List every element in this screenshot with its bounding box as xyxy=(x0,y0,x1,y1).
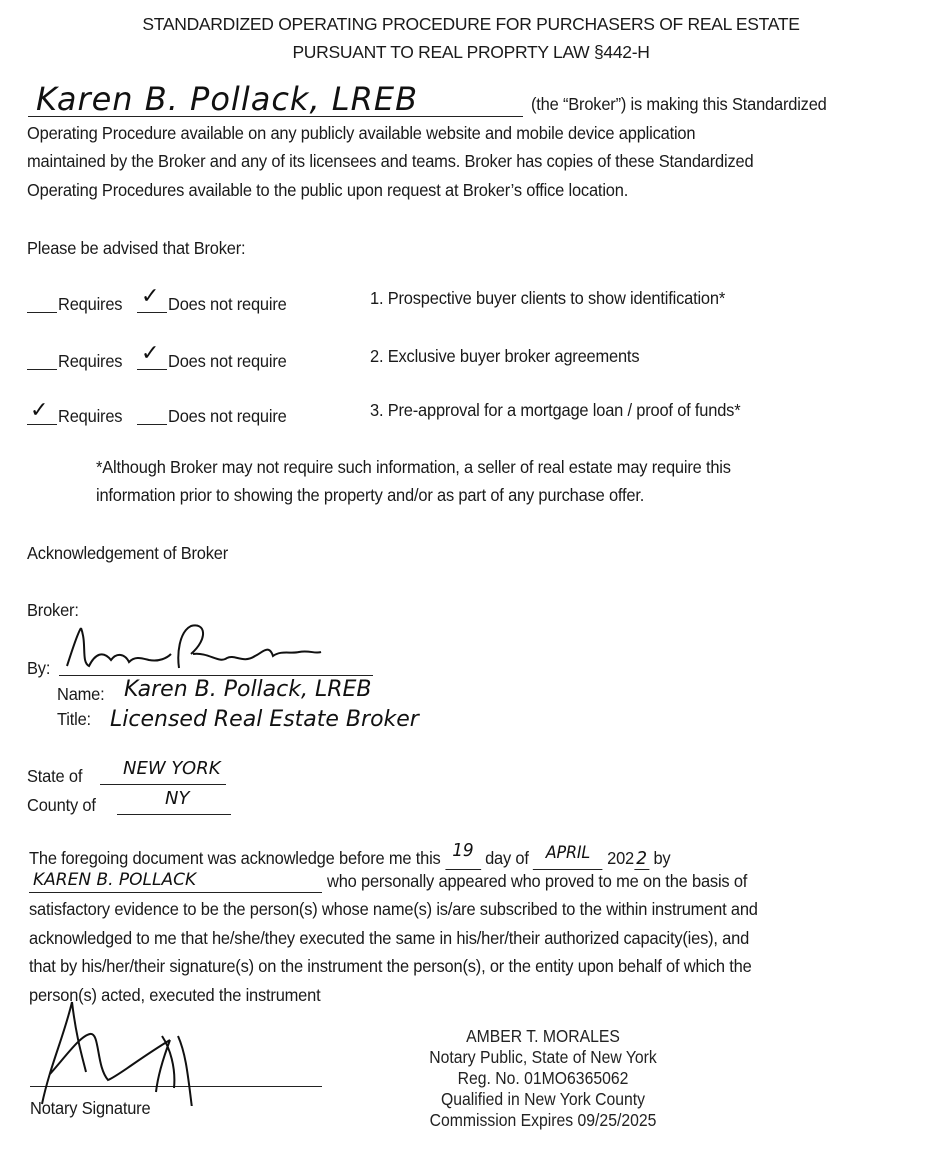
does-not-require-check-icon: ✓ xyxy=(141,284,160,309)
requirement-item: 1. Prospective buyer clients to show identification* xyxy=(370,288,726,308)
does-not-require-label: Does not require xyxy=(168,294,287,314)
requires-blank[interactable] xyxy=(27,369,57,370)
stamp-county: Qualified in New York County xyxy=(441,1089,645,1109)
stamp-expiration: Commission Expires 09/25/2025 xyxy=(429,1110,657,1130)
day-value-handwritten: 19 xyxy=(452,840,474,861)
title-value-handwritten: Licensed Real Estate Broker xyxy=(110,707,419,732)
notary-text-a: The foregoing document was acknowledge before me this xyxy=(29,848,441,868)
notary-text-line-5: that by his/her/their signature(s) on the instrument the person(s), or the entity upon behalf of which the xyxy=(29,956,752,976)
notary-stamp xyxy=(393,1026,693,1131)
notary-text-b: day of xyxy=(485,848,529,868)
requirement-row xyxy=(27,341,907,375)
requires-label: Requires xyxy=(58,406,123,426)
broker-signature-icon xyxy=(59,624,373,672)
intro-line-2: Operating Procedure available on any publicly available website and mobile device application xyxy=(27,123,696,143)
requires-check-icon: ✓ xyxy=(30,398,49,423)
notary-text-line-2: who personally appeared who proved to me on the basis of xyxy=(327,871,748,891)
does-not-require-blank[interactable] xyxy=(137,312,167,313)
notary-text-line-3: satisfactory evidence to be the person(s) whose name(s) is/are subscribed to the within instrument and xyxy=(29,899,758,919)
name-label: Name: xyxy=(57,684,105,704)
does-not-require-check-icon: ✓ xyxy=(141,341,160,366)
requirement-item: 2. Exclusive buyer broker agreements xyxy=(370,346,640,366)
intro-line-4: Operating Procedures available to the public upon request at Broker’s office location. xyxy=(27,180,629,200)
stamp-reg-number: Reg. No. 01MO6365062 xyxy=(457,1068,629,1088)
footnote-line-2: information prior to showing the property and/or as part of any purchase offer. xyxy=(96,485,645,505)
title-label: Title: xyxy=(57,709,91,729)
requires-label: Requires xyxy=(58,351,123,371)
name-value-handwritten: Karen B. Pollack, LREB xyxy=(124,677,372,702)
stamp-name: AMBER T. MORALES xyxy=(466,1026,620,1046)
broker-name-handwritten: Karen B. Pollack, LREB xyxy=(36,80,419,118)
month-field[interactable] xyxy=(533,843,603,870)
advised-label: Please be advised that Broker: xyxy=(27,238,246,258)
requirement-row xyxy=(27,284,907,318)
state-label: State of xyxy=(27,766,83,786)
footnote-line-1: *Although Broker may not require such information, a seller of real estate may require this xyxy=(96,457,731,477)
notary-text-c: by xyxy=(653,848,671,868)
notary-signature-icon xyxy=(30,996,330,1106)
month-value-handwritten: APRIL xyxy=(545,843,591,863)
stamp-line-2: Notary Public, State of New York xyxy=(429,1047,657,1067)
day-field[interactable] xyxy=(445,840,481,870)
year-prefix: 202 xyxy=(607,848,635,868)
county-value-handwritten: NY xyxy=(165,788,190,809)
broker-name-field[interactable] xyxy=(28,80,523,117)
notary-text-line-1 xyxy=(29,840,671,870)
requirement-item: 3. Pre-approval for a mortgage loan / proof of funds* xyxy=(370,400,741,420)
does-not-require-blank[interactable] xyxy=(137,369,167,370)
person-name-field[interactable] xyxy=(29,868,322,893)
intro-line-1: (the “Broker”) is making this Standardized xyxy=(531,94,827,114)
requires-label: Requires xyxy=(58,294,123,314)
broker-signature-field[interactable] xyxy=(59,630,373,676)
notary-signature-label: Notary Signature xyxy=(30,1098,151,1118)
requires-blank[interactable] xyxy=(27,424,57,425)
state-value-handwritten: NEW YORK xyxy=(123,758,221,779)
year-suffix-handwritten[interactable]: 2 xyxy=(634,848,649,870)
requirement-row xyxy=(27,398,907,430)
person-name-handwritten: KAREN B. POLLACK xyxy=(33,870,197,890)
document-title-line-1: STANDARDIZED OPERATING PROCEDURE FOR PURCHASERS OF REAL ESTATE xyxy=(142,14,800,34)
state-field[interactable] xyxy=(100,758,226,785)
county-label: County of xyxy=(27,795,96,815)
does-not-require-blank[interactable] xyxy=(137,424,167,425)
does-not-require-label: Does not require xyxy=(168,406,287,426)
requires-blank[interactable] xyxy=(27,312,57,313)
by-label: By: xyxy=(27,658,51,678)
acknowledgement-heading: Acknowledgement of Broker xyxy=(27,543,229,563)
does-not-require-label: Does not require xyxy=(168,351,287,371)
notary-text-line-4: acknowledged to me that he/she/they executed the same in his/her/their authorized capacity(ies), and xyxy=(29,928,750,948)
document-title-line-2: PURSUANT TO REAL PROPRTY LAW §442-H xyxy=(292,42,650,62)
intro-line-3: maintained by the Broker and any of its licensees and teams. Broker has copies of these Standardized xyxy=(27,151,754,171)
broker-label: Broker: xyxy=(27,600,79,620)
county-field[interactable] xyxy=(117,788,231,815)
notary-text-line-6: person(s) acted, executed the instrument xyxy=(29,985,321,1005)
